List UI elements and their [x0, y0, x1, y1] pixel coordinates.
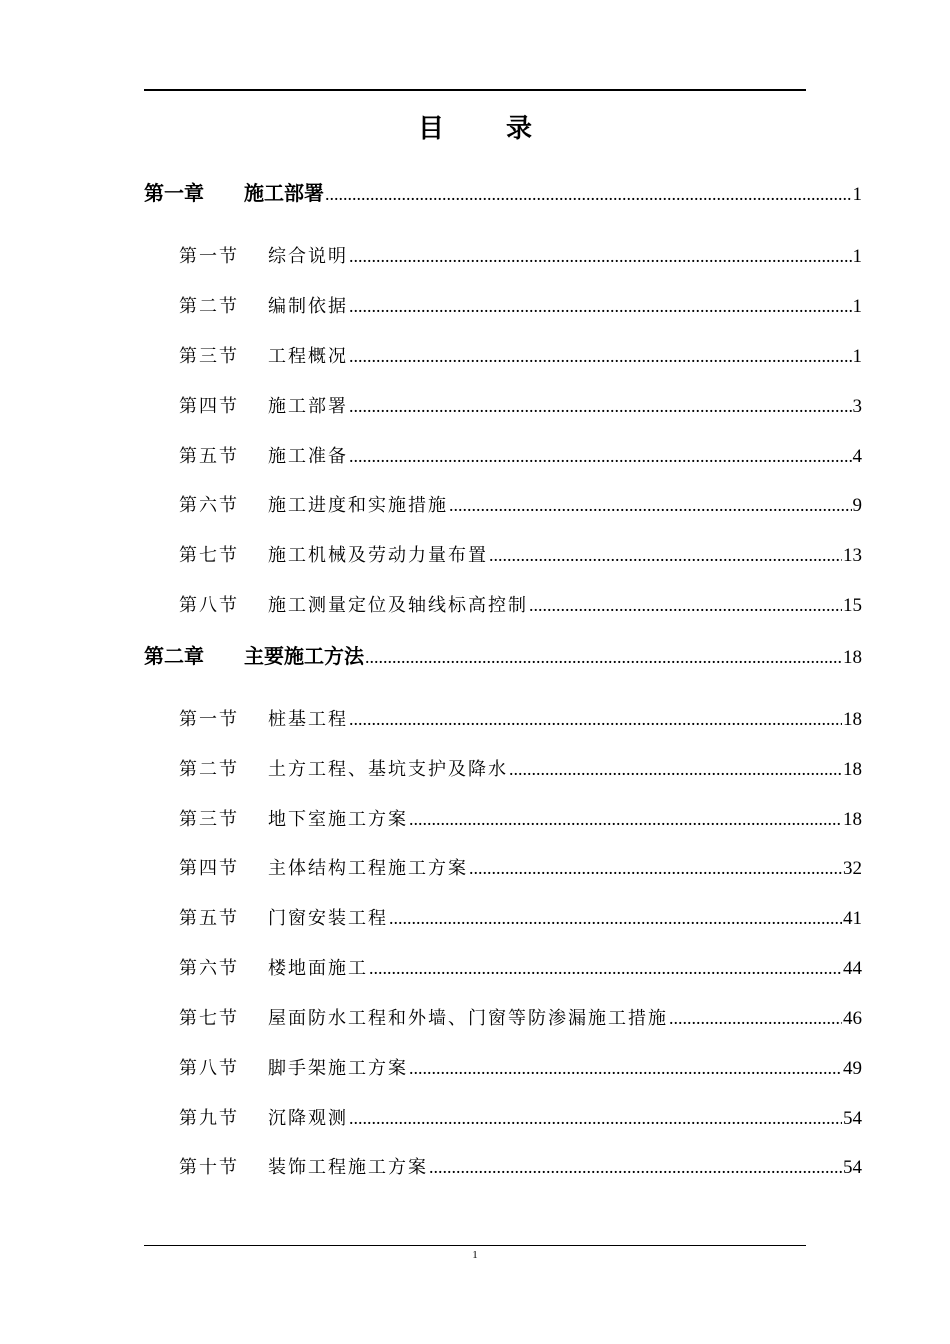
dot-leader: [369, 958, 842, 979]
toc-section-1-4[interactable]: [179, 392, 862, 418]
dot-leader: [509, 759, 842, 780]
section-name: 综合说明: [268, 246, 348, 267]
section-page-number: 3: [852, 396, 862, 417]
toc-section-1-1[interactable]: [179, 242, 862, 268]
footer-rule: [144, 1245, 806, 1246]
footer-page-number: 1: [472, 1249, 478, 1261]
section-page-number: 1: [852, 246, 862, 267]
dot-leader: [669, 1008, 842, 1029]
section-label: 第五节: [179, 908, 239, 929]
section-name: 施工准备: [268, 446, 348, 467]
section-label: 第七节: [179, 1008, 239, 1029]
toc-section-1-5[interactable]: [179, 442, 862, 468]
header-rule: [144, 89, 806, 91]
section-label: 第五节: [179, 446, 239, 467]
chapter-label: 第一章: [144, 181, 204, 205]
dot-leader: [469, 858, 842, 879]
section-label: 第二节: [179, 296, 239, 317]
section-page-number: 9: [852, 495, 862, 516]
section-page-number: 54: [843, 1157, 862, 1178]
section-label: 第三节: [179, 809, 239, 830]
toc-section-1-3[interactable]: [179, 342, 862, 368]
dot-leader: [365, 647, 842, 668]
section-label: 第四节: [179, 858, 239, 879]
section-name: 地下室施工方案: [268, 809, 408, 830]
toc-section-2-2[interactable]: [179, 755, 862, 781]
section-name: 楼地面施工: [268, 958, 368, 979]
chapter-page-number: 1: [852, 184, 862, 205]
section-name: 桩基工程: [268, 709, 348, 730]
section-page-number: 54: [843, 1108, 862, 1129]
chapter-name: 施工部署: [244, 181, 324, 205]
dot-leader: [349, 1108, 842, 1129]
section-name: 施工机械及劳动力量布置: [268, 545, 488, 566]
toc-section-1-7[interactable]: [179, 541, 862, 567]
section-label: 第六节: [179, 495, 239, 516]
toc-section-2-7[interactable]: [179, 1004, 862, 1030]
dot-leader: [449, 495, 852, 516]
section-name: 装饰工程施工方案: [268, 1157, 428, 1178]
section-label: 第九节: [179, 1108, 239, 1129]
section-page-number: 13: [843, 545, 862, 566]
section-page-number: 1: [852, 296, 862, 317]
chapter-name: 主要施工方法: [244, 644, 364, 668]
toc-section-2-6[interactable]: [179, 954, 862, 980]
section-label: 第六节: [179, 958, 239, 979]
section-page-number: 18: [843, 759, 862, 780]
section-page-number: 44: [843, 958, 862, 979]
section-label: 第八节: [179, 1058, 239, 1079]
toc-section-1-6[interactable]: [179, 491, 862, 517]
toc-section-2-3[interactable]: [179, 805, 862, 831]
section-name: 施工测量定位及轴线标高控制: [268, 595, 528, 616]
section-name: 沉降观测: [268, 1108, 348, 1129]
section-page-number: 1: [852, 346, 862, 367]
dot-leader: [409, 809, 842, 830]
section-label: 第一节: [179, 246, 239, 267]
toc-section-2-5[interactable]: [179, 904, 862, 930]
section-label: 第三节: [179, 346, 239, 367]
dot-leader: [389, 908, 842, 929]
section-name: 土方工程、基坑支护及降水: [268, 759, 508, 780]
dot-leader: [349, 709, 842, 730]
section-page-number: 15: [843, 595, 862, 616]
section-name: 工程概况: [268, 346, 348, 367]
toc-title: 目录: [417, 114, 594, 144]
section-page-number: 4: [852, 446, 862, 467]
section-page-number: 46: [843, 1008, 862, 1029]
toc-section-1-8[interactable]: [179, 591, 862, 617]
toc-section-2-9[interactable]: [179, 1104, 862, 1130]
dot-leader: [349, 346, 852, 367]
section-label: 第四节: [179, 396, 239, 417]
toc-section-1-2[interactable]: [179, 292, 862, 318]
dot-leader: [325, 184, 852, 205]
section-label: 第七节: [179, 545, 239, 566]
section-label: 第八节: [179, 595, 239, 616]
section-name: 门窗安装工程: [268, 908, 388, 929]
toc-chapter-1[interactable]: [144, 177, 862, 206]
section-page-number: 18: [843, 709, 862, 730]
toc-section-2-1[interactable]: [179, 705, 862, 731]
toc-section-2-4[interactable]: [179, 854, 862, 880]
section-name: 编制依据: [268, 296, 348, 317]
chapter-label: 第二章: [144, 644, 204, 668]
dot-leader: [349, 446, 852, 467]
dot-leader: [349, 296, 852, 317]
section-label: 第二节: [179, 759, 239, 780]
dot-leader: [349, 396, 852, 417]
section-page-number: 32: [843, 858, 862, 879]
dot-leader: [349, 246, 852, 267]
dot-leader: [529, 595, 842, 616]
section-page-number: 18: [843, 809, 862, 830]
section-name: 施工进度和实施措施: [268, 495, 448, 516]
section-name: 施工部署: [268, 396, 348, 417]
toc-section-2-8[interactable]: [179, 1054, 862, 1080]
section-name: 屋面防水工程和外墙、门窗等防渗漏施工措施: [268, 1008, 668, 1029]
section-name: 脚手架施工方案: [268, 1058, 408, 1079]
section-label: 第一节: [179, 709, 239, 730]
toc-chapter-2[interactable]: [144, 640, 862, 669]
dot-leader: [409, 1058, 842, 1079]
section-label: 第十节: [179, 1157, 239, 1178]
dot-leader: [429, 1157, 842, 1178]
chapter-page-number: 18: [843, 647, 862, 668]
dot-leader: [489, 545, 842, 566]
section-page-number: 41: [843, 908, 862, 929]
section-name: 主体结构工程施工方案: [268, 858, 468, 879]
toc-section-2-10[interactable]: [179, 1153, 862, 1179]
section-page-number: 49: [843, 1058, 862, 1079]
